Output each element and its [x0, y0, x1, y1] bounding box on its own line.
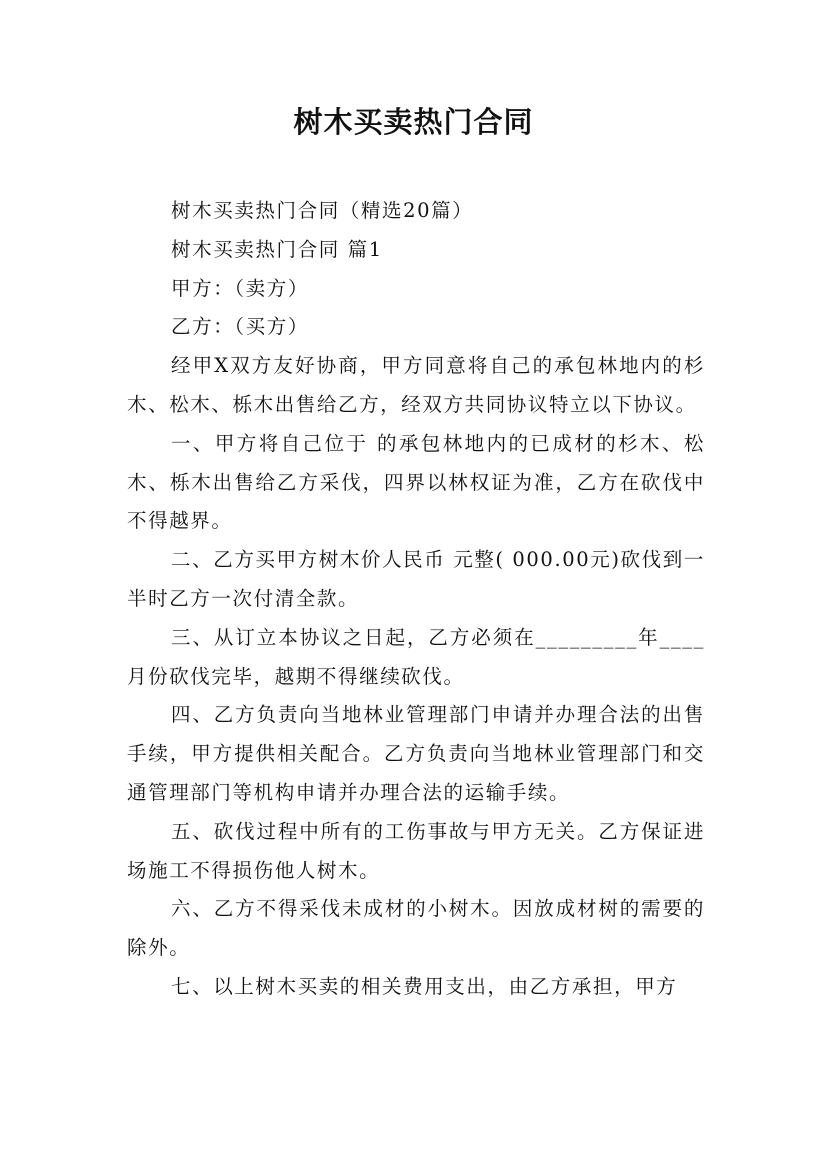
document-body: [127, 192, 705, 1007]
paragraph-party-b: 乙方：（买方）: [171, 315, 309, 339]
paragraph-clause-3: 三、从订立本协议之日起，乙方必须在_________年____月份砍伐完毕，越期不得继续砍伐。: [127, 625, 705, 688]
paragraph-section-heading: 树木买卖热门合同 篇1: [171, 237, 383, 261]
paragraph-preamble: 经甲X双方友好协商，甲方同意将自己的承包林地内的杉木、松木、栎木出售给乙方，经双方共同协议特立以下协议。: [127, 354, 705, 416]
paragraph-clause-5: 五、砍伐过程中所有的工伤事故与甲方无关。乙方保证进场施工不得损伤他人树木。: [127, 819, 705, 882]
paragraph-subtitle: 树木买卖热门合同（精选20篇）: [171, 199, 474, 222]
paragraph-party-a: 甲方：（卖方）: [171, 276, 309, 300]
paragraph-clause-7: 七、以上树木买卖的相关费用支出，由乙方承担，甲方: [171, 974, 678, 998]
paragraph-clause-2: 二、乙方买甲方树木价人民币 元整( 000.00元)砍伐到一半时乙方一次付清全款。: [127, 548, 705, 610]
paragraph-clause-1: 一、甲方将自己位于 的承包林地内的已成材的杉木、松木、栎木出售给乙方采伐，四界以林权证为准，乙方在砍伐中不得越界。: [127, 431, 705, 533]
paragraph-clause-4: 四、乙方负责向当地林业管理部门申请并办理合法的出售手续，甲方提供相关配合。乙方负责向当地林业管理部门和交通管理部门等机构申请并办理合法的运输手续。: [127, 703, 705, 804]
paragraph-clause-6: 六、乙方不得采伐未成材的小树木。因放成材树的需要的除外。: [127, 897, 705, 960]
document-title: 树木买卖热门合同: [293, 105, 534, 139]
